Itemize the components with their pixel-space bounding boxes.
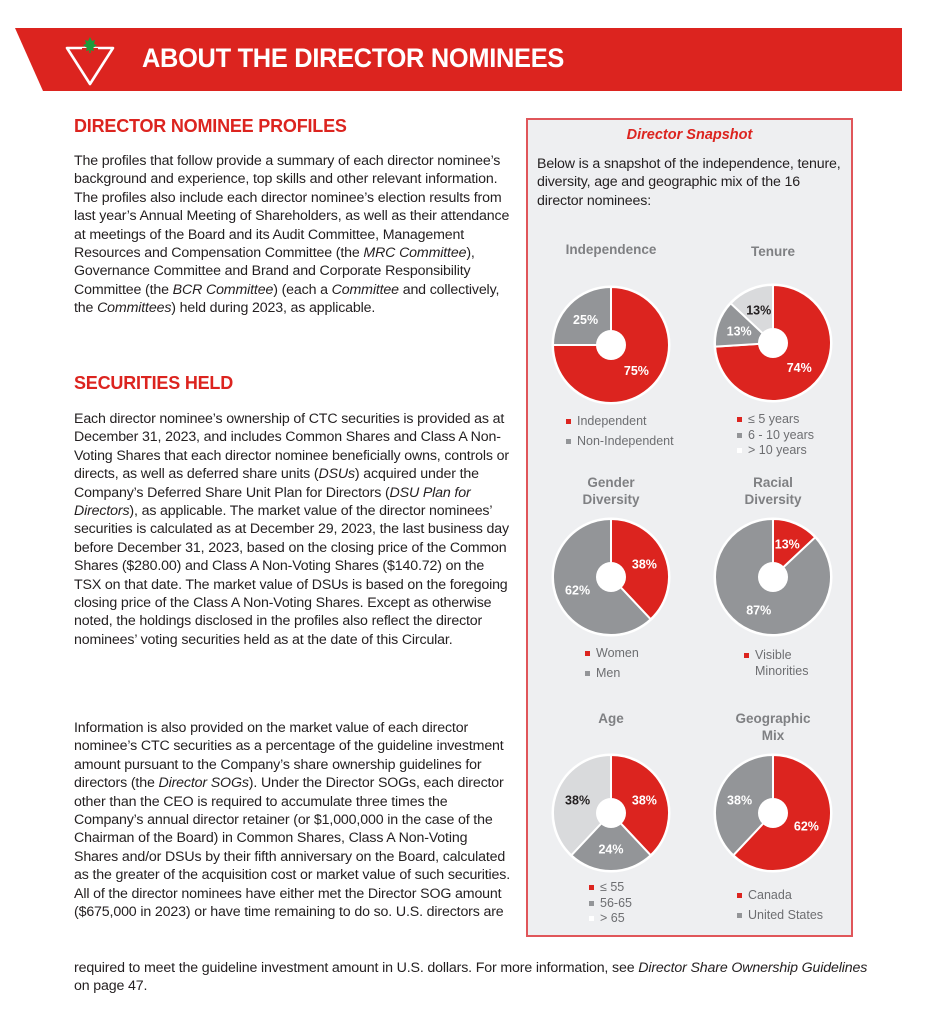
legend-swatch-icon [585,651,590,656]
legend-label: > 65 [600,911,625,925]
legend-label: Independent [577,414,647,428]
pie-slice-label: 38% [631,793,657,808]
pie-slice-label: 38% [565,793,591,808]
legend-item [744,648,809,679]
pie-chart-tenure [712,282,834,404]
pie-chart-racial-diversity [712,516,834,638]
page-title: ABOUT THE DIRECTOR NOMINEES [142,43,565,73]
legend-label: Non-Independent [577,433,674,448]
chart-legend-geographic-mix [737,888,823,927]
legend-label: Women [596,646,639,660]
pie-chart-age [550,752,672,874]
legend-item [737,443,814,459]
pie-slice-label: 38% [727,793,753,808]
pie-slice-label: 62% [565,583,591,598]
pie-chart-gender-diversity [550,516,672,638]
chart-legend-age [589,880,632,927]
pie-slice-label: 25% [573,313,599,328]
section-heading-securities: SECURITIES HELD [74,373,234,393]
pie-slice-label: 13% [774,537,800,552]
legend-swatch-icon [737,893,742,898]
pie-slice-label: 24% [598,842,624,857]
securities-paragraph: Each director nominee’s ownership of CTC securities is provided as at December 31, 2023, and includes Common Shares and Class A Non-Voting Shares that each director nominee beneficially owns, controls or directs, as well as deferred share units (DSUs) acquired under the Company’s Deferred Share Unit Plan for Directors (DSU Plan for Directors), as applicable. The market value of the director nominees’ securities is calculated as at December 29, 2023, the last business day before December 31, 2023, based on the closing price of the Common Shares ($280.00) and Class A Non-Voting Shares ($140.72) on the TSX on that date. The market value of DSUs is based on the foregoing closing price of the Class A Non-Voting Shares. Except as otherwise noted, the holdings disclosed in the profiles also reflect the director nominees’ voting securities held as at the date of this Circular. [74,411,509,648]
chart-legend-independence [566,414,674,453]
legend-label: > 10 years [748,443,807,457]
legend-label: Canada [748,888,792,902]
legend-item [585,646,639,662]
profiles-paragraph: The profiles that follow provide a summary of each director nominee’s background and experience, top skills and other relevant information. The profiles also include each director nominee’s election results from last year’s Annual Meeting of Shareholders, as well as their attendance at meetings of the Board and its Audit Committee, Management Resources and Compensation Committee (the MRC Committee), Governance Committee and Brand and Corporate Responsibility Committee (the BCR Committee) (each a Committee and collectively, the Committees) held during 2023, as applicable. [74,153,510,317]
legend-item [585,666,639,682]
legend-swatch-icon [589,885,594,890]
legend-label: 56-65 [600,895,632,910]
chart-title-racial-diversity: Racial Diversity [744,475,802,507]
legend-swatch-icon [737,417,742,422]
legend-swatch-icon [589,916,594,921]
pie-slice-label: 87% [746,603,772,618]
legend-item [566,434,674,450]
chart-title-geographic-mix: Geographic Mix [735,711,811,743]
chart-legend-gender-diversity [585,646,639,685]
legend-item [737,888,823,904]
snapshot-intro: Below is a snapshot of the independence, tenure, diversity, age and geographic mix of the 16 director nominees: [537,156,841,209]
pie-slice-label: 75% [623,363,649,378]
legend-label: United States [748,907,824,922]
legend-item [589,896,632,912]
legend-swatch-icon [744,653,749,658]
pie-chart-geographic-mix [712,752,834,874]
legend-swatch-icon [585,671,590,676]
chart-title-age: Age [598,711,624,726]
legend-item [737,412,814,428]
legend-swatch-icon [737,448,742,453]
sog-paragraph-continued: required to meet the guideline investment amount in U.S. dollars. For more information, see Director Share Ownership Guidelines on page 47. [74,960,868,995]
chart-legend-racial-diversity [744,648,809,679]
legend-item [589,880,632,896]
legend-label: 6 - 10 years [748,427,815,442]
legend-label: ≤ 5 years [748,412,800,426]
chart-title-gender-diversity: Gender Diversity [582,475,640,507]
legend-item [737,908,823,924]
legend-swatch-icon [589,901,594,906]
legend-item [737,428,814,444]
legend-swatch-icon [737,913,742,918]
legend-swatch-icon [737,433,742,438]
chart-legend-tenure [737,412,814,459]
legend-swatch-icon [566,439,571,444]
pie-slice-label: 62% [793,819,819,834]
legend-label: Men [596,665,621,680]
pie-slice-label: 74% [786,361,812,376]
legend-label: ≤ 55 [600,880,625,894]
chart-title-tenure: Tenure [750,244,795,259]
legend-item [589,911,632,927]
sog-paragraph: Information is also provided on the market value of each director nominee’s CTC securities as a percentage of the guideline investment amount pursuant to the Company’s share ownership guidelines for directors (the Director SOGs). Under the Director SOGs, each director other than the CEO is required to accumulate three times the Company’s annual director retainer (or $1,000,000 in the case of the Chairman of the Board) in Common Shares, Class A Non-Voting Shares and/or DSUs by their fifth anniversary on the Board, calculated as the greater of the acquisition cost or market value of such securities. All of the director nominees have either met the Director SOG amount ($675,000 in 2023) or have time remaining to do so. U.S. directors are [74,720,511,921]
pie-slice-label: 13% [726,324,752,339]
legend-swatch-icon [566,419,571,424]
legend-label: Visible Minorities [755,648,809,678]
pie-slice-label: 38% [631,557,657,572]
pie-slice-label: 13% [746,303,772,318]
canadian-tire-logo-icon [62,34,118,88]
snapshot-title: Director Snapshot [626,127,753,143]
pie-chart-independence [550,284,672,406]
section-heading-profiles: DIRECTOR NOMINEE PROFILES [74,116,347,136]
chart-title-independence: Independence [565,242,657,257]
legend-item [566,414,674,430]
